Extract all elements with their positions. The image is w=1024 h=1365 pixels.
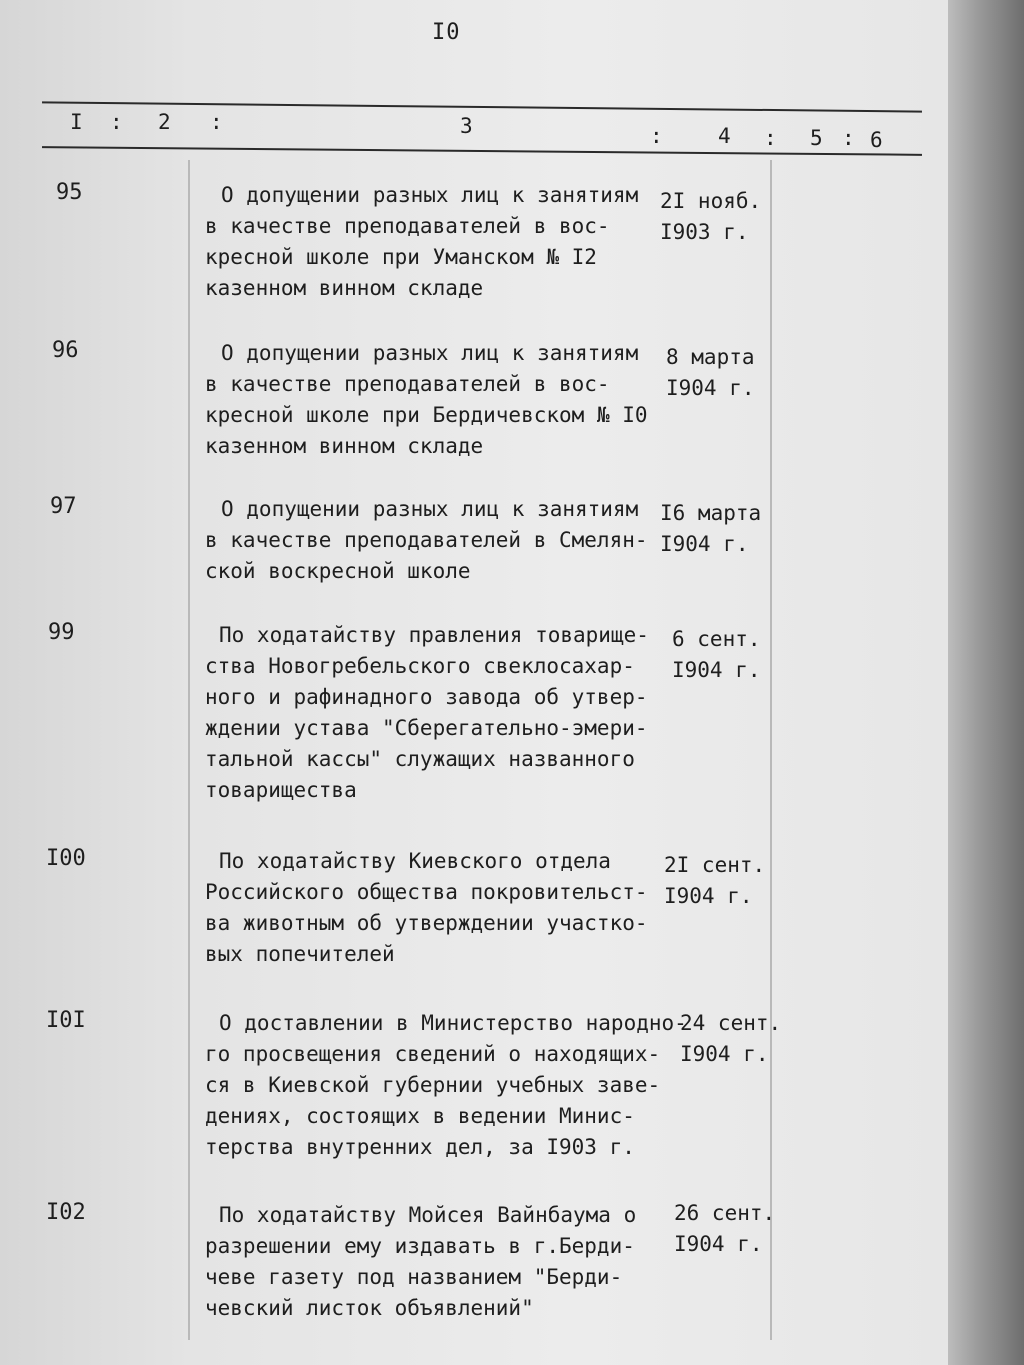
description-line: товарищества: [205, 778, 357, 802]
description-line: ного и рафинадного завода об утвер-: [205, 685, 648, 709]
row-date: [660, 498, 761, 560]
row-date: [674, 1198, 775, 1260]
description-line: казенном винном складе: [205, 276, 484, 300]
page-edge-shadow: [948, 0, 1024, 1365]
column-number: I: [70, 110, 83, 134]
row-date: [666, 342, 755, 404]
description-line: в качестве преподавателей в вос-: [205, 214, 610, 238]
row-date: [672, 624, 761, 686]
description-line: тальной кассы" служащих названного: [205, 747, 635, 771]
row-description: [205, 620, 675, 806]
date-line: 24 сент.: [680, 1011, 782, 1035]
description-line: ва животным об утверждении участко-: [205, 911, 648, 935]
row-description: [205, 338, 675, 462]
row-number: 95: [56, 180, 83, 205]
description-line: терства внутренних дел, за I903 г.: [205, 1135, 635, 1159]
description-line: О допущении разных лиц к занятиям: [221, 341, 639, 365]
description-line: ства Новогребельского свеклосахар-: [205, 654, 635, 678]
bleed-through-rule: [188, 160, 190, 1340]
row-number: 99: [48, 620, 75, 645]
header-bottom-rule: [42, 146, 922, 156]
date-line: I904 г.: [672, 658, 761, 682]
description-line: ской воскресной школе: [205, 559, 471, 583]
row-description: [205, 494, 675, 587]
row-date: [664, 850, 765, 912]
date-line: 6 сент.: [672, 627, 761, 651]
date-line: I904 г.: [666, 376, 755, 400]
row-number: I0I: [46, 1008, 86, 1033]
header-top-rule: [42, 101, 922, 112]
row-number: 96: [52, 338, 79, 363]
description-line: чевский листок объявлений": [205, 1296, 534, 1320]
column-separator: :: [210, 110, 223, 134]
description-line: По ходатайству Киевского отдела: [219, 849, 611, 873]
date-line: 2I сент.: [664, 853, 766, 877]
row-description: [205, 180, 675, 304]
column-separator: :: [764, 126, 777, 150]
description-line: ждении устава "Сберегательно-эмери-: [205, 716, 648, 740]
description-line: вых попечителей: [205, 942, 395, 966]
row-date: [660, 186, 761, 248]
row-number: I00: [46, 846, 86, 871]
date-line: I904 г.: [674, 1232, 763, 1256]
column-number: 6: [870, 128, 883, 152]
column-number: 2: [158, 110, 171, 134]
row-description: [205, 1200, 675, 1324]
bleed-through-rule: [770, 160, 772, 1340]
date-line: 2I нояб.: [660, 189, 762, 213]
description-line: кресной школе при Бердичевском № I0: [205, 403, 648, 427]
column-separator: :: [842, 126, 855, 150]
description-line: ся в Киевской губернии учебных заве-: [205, 1073, 661, 1097]
description-line: О допущении разных лиц к занятиям: [221, 497, 639, 521]
row-number: 97: [50, 494, 77, 519]
date-line: 8 марта: [666, 345, 755, 369]
description-line: в качестве преподавателей в Смелян-: [205, 528, 648, 552]
column-number: 3: [460, 114, 473, 138]
description-line: По ходатайству Мойсея Вайнбаума о: [219, 1203, 637, 1227]
description-line: кресной школе при Уманском № I2: [205, 245, 597, 269]
description-line: По ходатайству правления товарище-: [219, 623, 649, 647]
description-line: в качестве преподавателей в вос-: [205, 372, 610, 396]
date-line: I904 г.: [664, 884, 753, 908]
description-line: дениях, состоящих в ведении Минис-: [205, 1104, 635, 1128]
description-line: го просвещения сведений о находящих-: [205, 1042, 661, 1066]
column-number: 4: [718, 124, 731, 148]
date-line: I6 марта: [660, 501, 762, 525]
date-line: I904 г.: [680, 1042, 769, 1066]
description-line: казенном винном складе: [205, 434, 484, 458]
row-date: [680, 1008, 781, 1070]
row-description: [205, 1008, 687, 1163]
page-number: I0: [432, 20, 461, 45]
date-line: 26 сент.: [674, 1201, 776, 1225]
column-number: 5: [810, 126, 823, 150]
description-line: О допущении разных лиц к занятиям: [221, 183, 639, 207]
date-line: I903 г.: [660, 220, 749, 244]
column-separator: :: [110, 110, 123, 134]
row-number: I02: [46, 1200, 86, 1225]
row-description: [205, 846, 675, 970]
column-separator: :: [650, 124, 663, 148]
description-line: Российского общества покровительст-: [205, 880, 648, 904]
date-line: I904 г.: [660, 532, 749, 556]
description-line: О доставлении в Министерство народно-: [219, 1011, 687, 1035]
description-line: чеве газету под названием "Берди-: [205, 1265, 623, 1289]
description-line: разрешении ему издавать в г.Берди-: [205, 1234, 635, 1258]
